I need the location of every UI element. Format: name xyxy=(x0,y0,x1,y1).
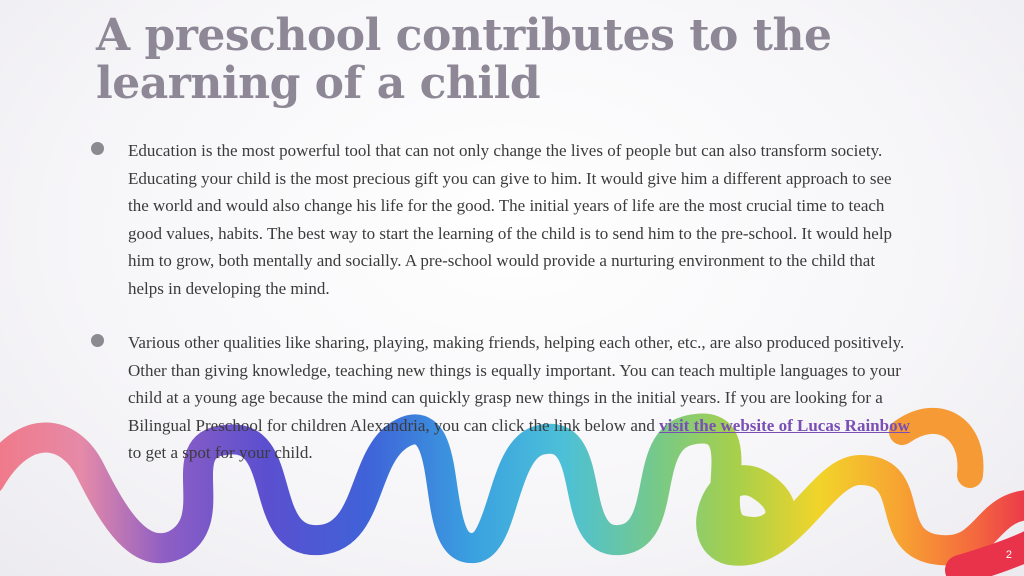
bullet-item xyxy=(90,137,910,302)
bullet-item xyxy=(90,329,910,467)
slide-title: A preschool contributes to the learning of a child xyxy=(96,10,832,109)
bullet-dot-icon xyxy=(91,142,104,155)
slide-body xyxy=(90,137,910,467)
page-number: 2 xyxy=(1005,549,1012,561)
bullet-dot-icon xyxy=(91,334,104,347)
lucas-rainbow-website-link[interactable]: visit the website of Lucas Rainbow xyxy=(659,415,910,435)
bullet-text-after-link: to get a spot for your child. xyxy=(128,443,313,462)
bullet-text xyxy=(128,329,910,467)
bullet-text: Education is the most powerful tool that can not only change the lives of people but can also transform society. Educating your child is the most precious gift you can give to him. It would give him a different approach to see the world and would also change his life for the good. The initial years of life are the most crucial time to teach good values, habits. The best way to start the learning of the child is to send him to the pre-school. It would help him to grow, both mentally and socially. A pre-school would provide a nurturing environment to the child that helps in developing the mind. xyxy=(128,141,893,298)
bullet-text-before-link: Various other qualities like sharing, playing, making friends, helping each other, etc., are also produced positively. Other than giving knowledge, teaching new things is equally important. You can teach multiple languages to your child at a young age because the mind can quickly grasp new things in the initial years. If you are looking for a Bilingual Preschool for children Alexandria, you can click the link below and xyxy=(128,333,905,435)
